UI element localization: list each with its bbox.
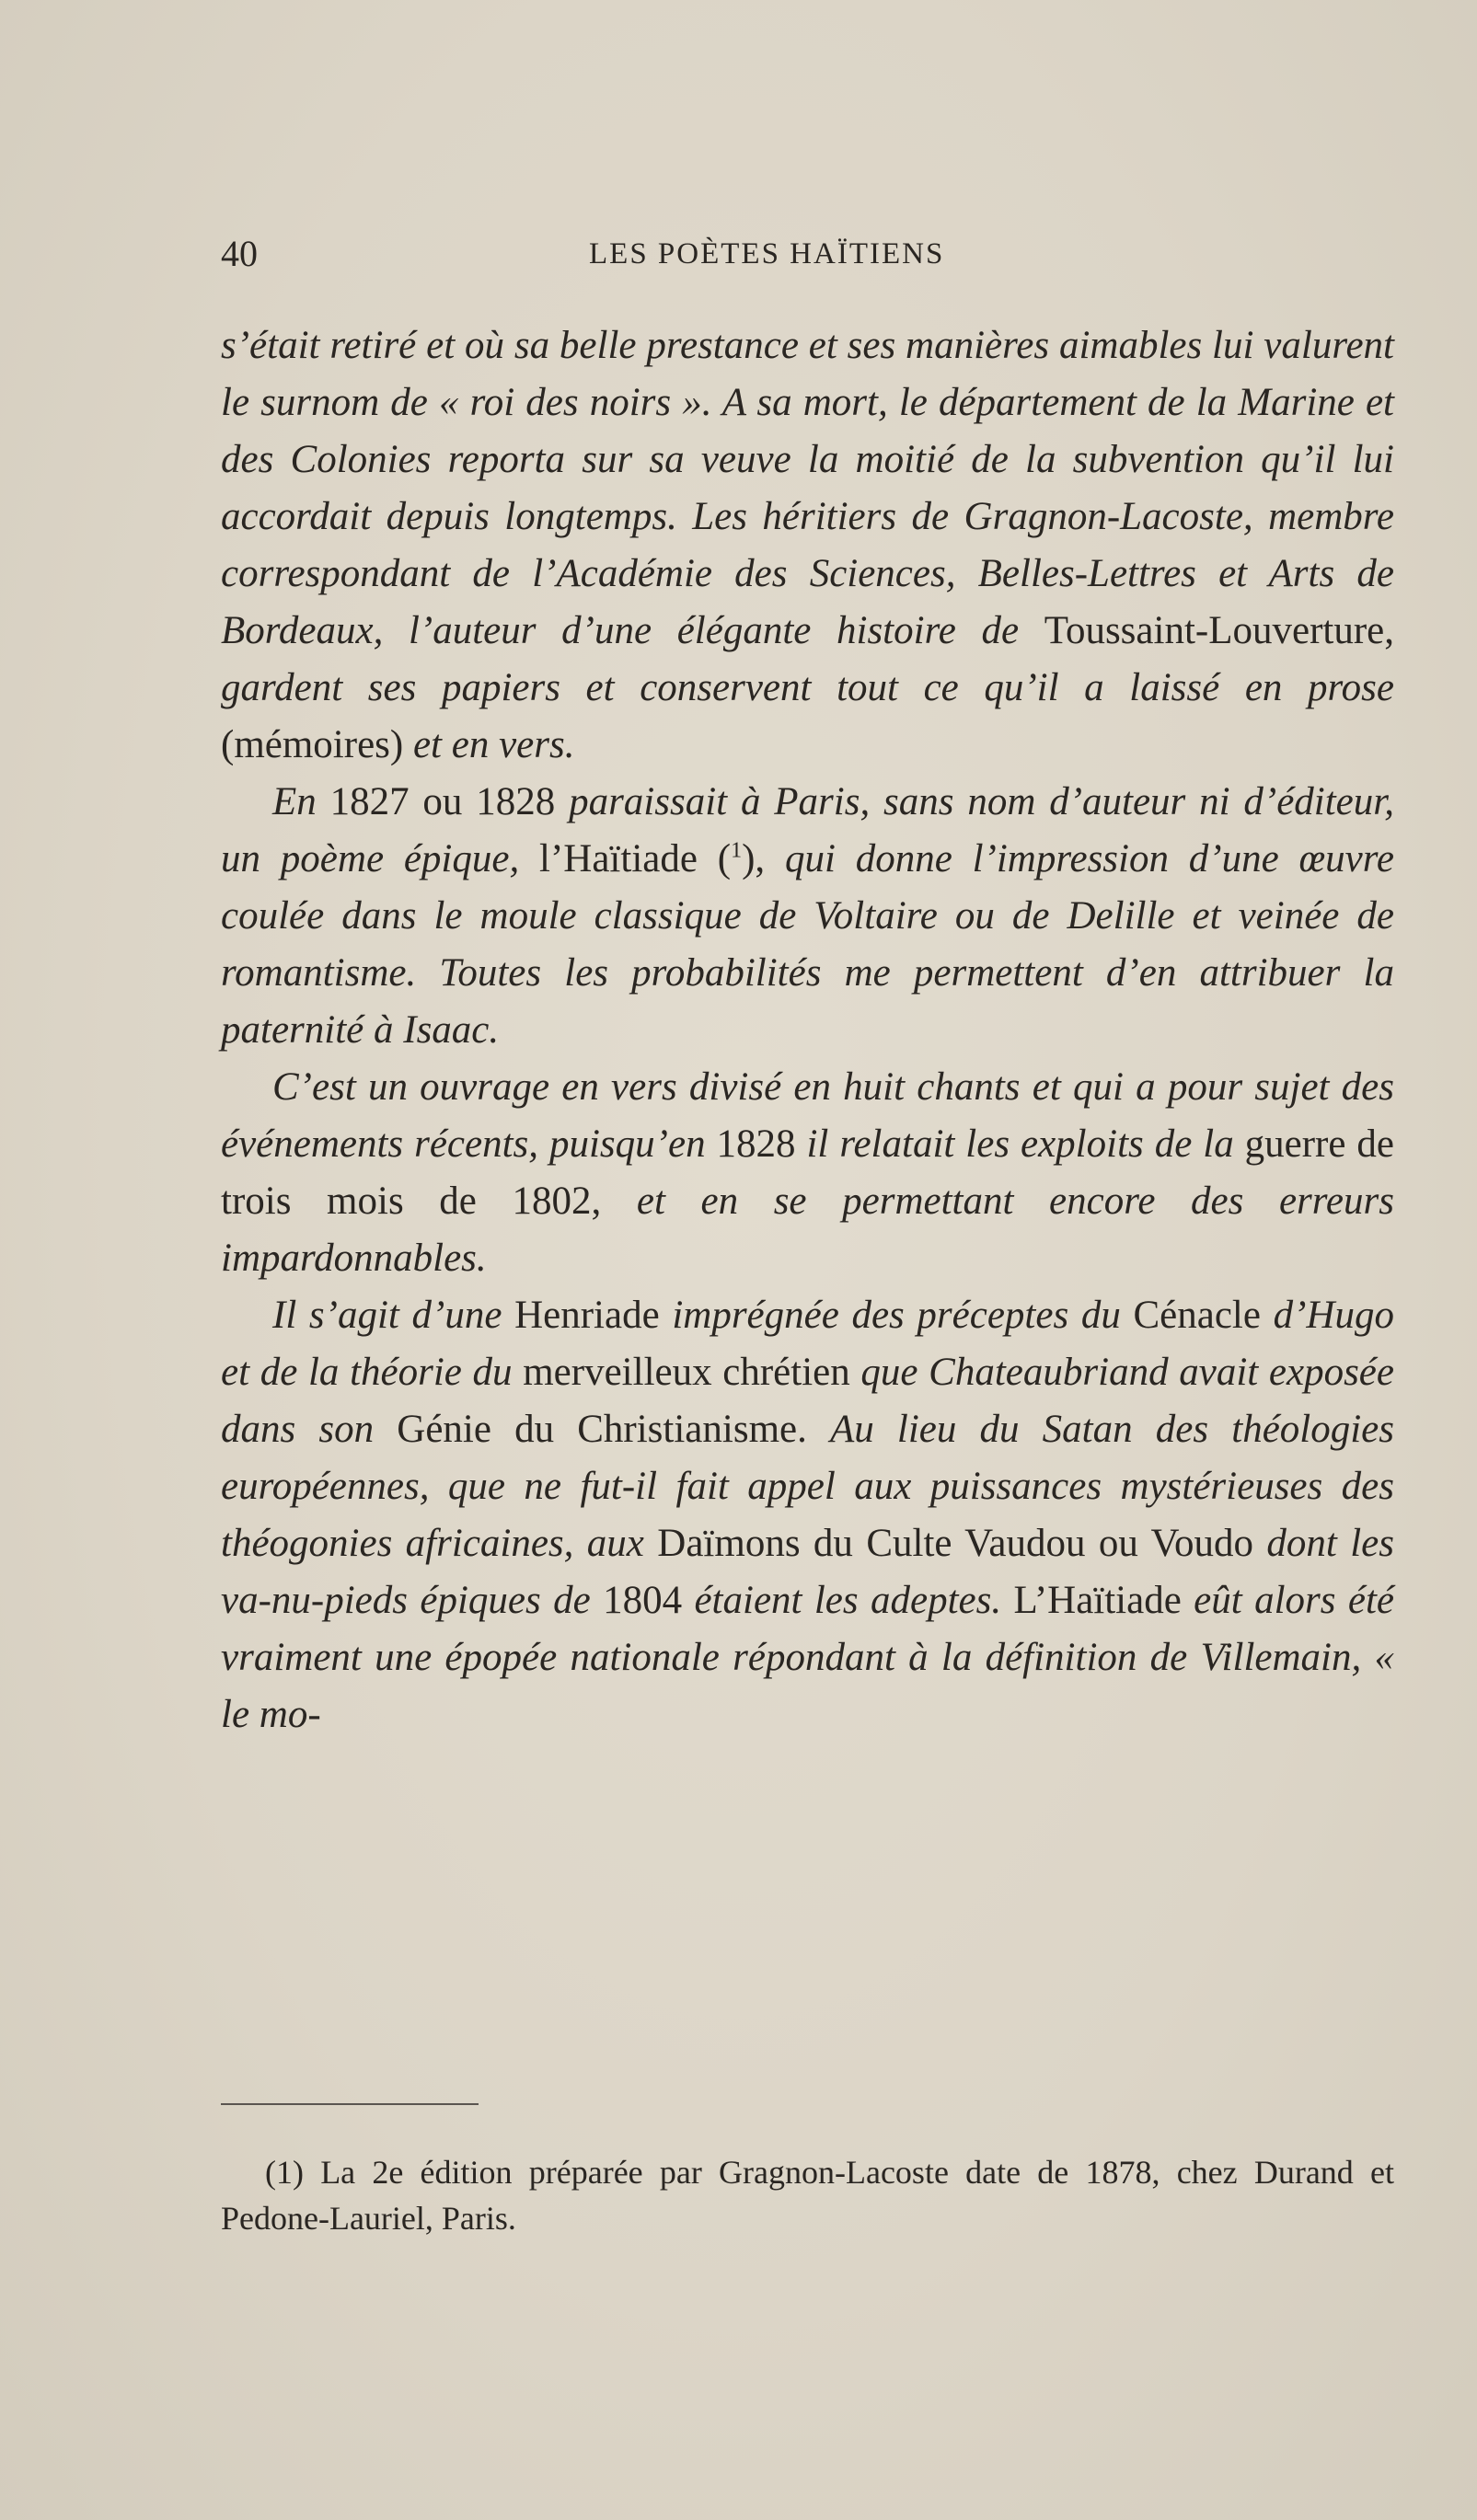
text-run: eût alors été vraiment une épopée nationale répondant à la définition de Villemain, « le mo- <box>221 1579 1394 1736</box>
text-run: Daïmons du Culte Vaudou ou Voudo <box>657 1522 1267 1565</box>
text-run: Henriade <box>514 1294 673 1337</box>
text-run: et en vers. <box>412 723 575 766</box>
footnote-divider <box>221 2103 479 2105</box>
text-run: l’Haïtiade ( <box>539 837 732 880</box>
text-run: 1804 <box>603 1579 695 1622</box>
text-run: et en se permettant encore des erreurs impardonnables. <box>221 1179 1394 1280</box>
paragraph-1 <box>221 317 1394 774</box>
paragraph-2 <box>221 774 1394 1059</box>
text-run: gardent ses papiers et conservent tout ce qu’il a laissé en prose <box>221 666 1394 709</box>
paragraph-3 <box>221 1059 1394 1287</box>
text-run: (mémoires) <box>221 723 413 766</box>
text-run: Génie du Christianisme. <box>397 1408 830 1451</box>
footnote-text: La 2e édition préparée par Gragnon-Lacoste date de 1878, chez Durand et Pedone-Lauriel, Paris. <box>221 2154 1394 2237</box>
text-run: étaient les adeptes. <box>694 1579 1014 1622</box>
text-run: 1828 <box>716 1122 807 1166</box>
text-run: d’Hugo et de la théorie du <box>221 1294 1394 1394</box>
text-run: En <box>272 780 330 823</box>
text-run: C’est un ouvrage en vers divisé en huit chants et qui a pour sujet des événements récents, puisqu’en <box>221 1065 1394 1166</box>
text-run: Au lieu du Satan des théologies européennes, que ne fut-il fait appel aux puissances mystérieuses des théogonies africaines, aux <box>221 1408 1394 1565</box>
text-run: guerre de trois mois de 1802, <box>221 1122 1395 1223</box>
text-run: que Chateaubriand avait exposée dans son <box>221 1351 1394 1451</box>
footnote <box>221 2149 1394 2241</box>
text-run: dont les va-nu-pieds épiques de <box>221 1522 1394 1622</box>
text-run: Cénacle <box>1133 1294 1274 1337</box>
text-run: merveilleux chrétien <box>523 1351 861 1394</box>
text-run: il relatait les exploits de la <box>806 1122 1245 1166</box>
page-header <box>221 230 1325 278</box>
text-run: qui donne l’impression d’une œuvre coulée dans le moule classique de Voltaire ou de Delille et veinée de romantisme. Toutes les probabilités me permettent d’en attribuer la paternité à Isaac. <box>221 837 1394 1052</box>
text-run: L’Haïtiade <box>1013 1579 1194 1622</box>
text-run: s’était retiré et où sa belle prestance et ses manières aimables lui valurent le surnom de « roi des noirs ». A sa mort, le département de la Marine et des Colonies reporta sur sa veuve la moitié de la subvention qu’il lui accordait depuis longtemps. Les héritiers de Gragnon-Lacoste, membre correspondant de l’Académie des Sciences, Belles-Lettres et Arts de Bordeaux, l’auteur d’une élégante histoire de <box>221 324 1394 652</box>
footnote-marker: (1) <box>265 2154 304 2191</box>
text-run: paraissait à Paris, sans nom d’auteur ni d’éditeur, un poème épique, <box>221 780 1394 880</box>
text-run: Toussaint-Louverture, <box>1044 609 1394 652</box>
running-title: LES POÈTES HAÏTIENS <box>589 237 945 270</box>
text-run: Il s’agit d’une <box>272 1294 515 1337</box>
body-text <box>221 317 1394 1743</box>
text-run: imprégnée des préceptes du <box>672 1294 1134 1337</box>
paragraph-4 <box>221 1287 1394 1743</box>
page-number: 40 <box>221 233 258 274</box>
text-run: 1827 ou 1828 <box>329 780 570 823</box>
text-run: ), <box>742 837 785 880</box>
footnote-reference: 1 <box>731 838 743 863</box>
